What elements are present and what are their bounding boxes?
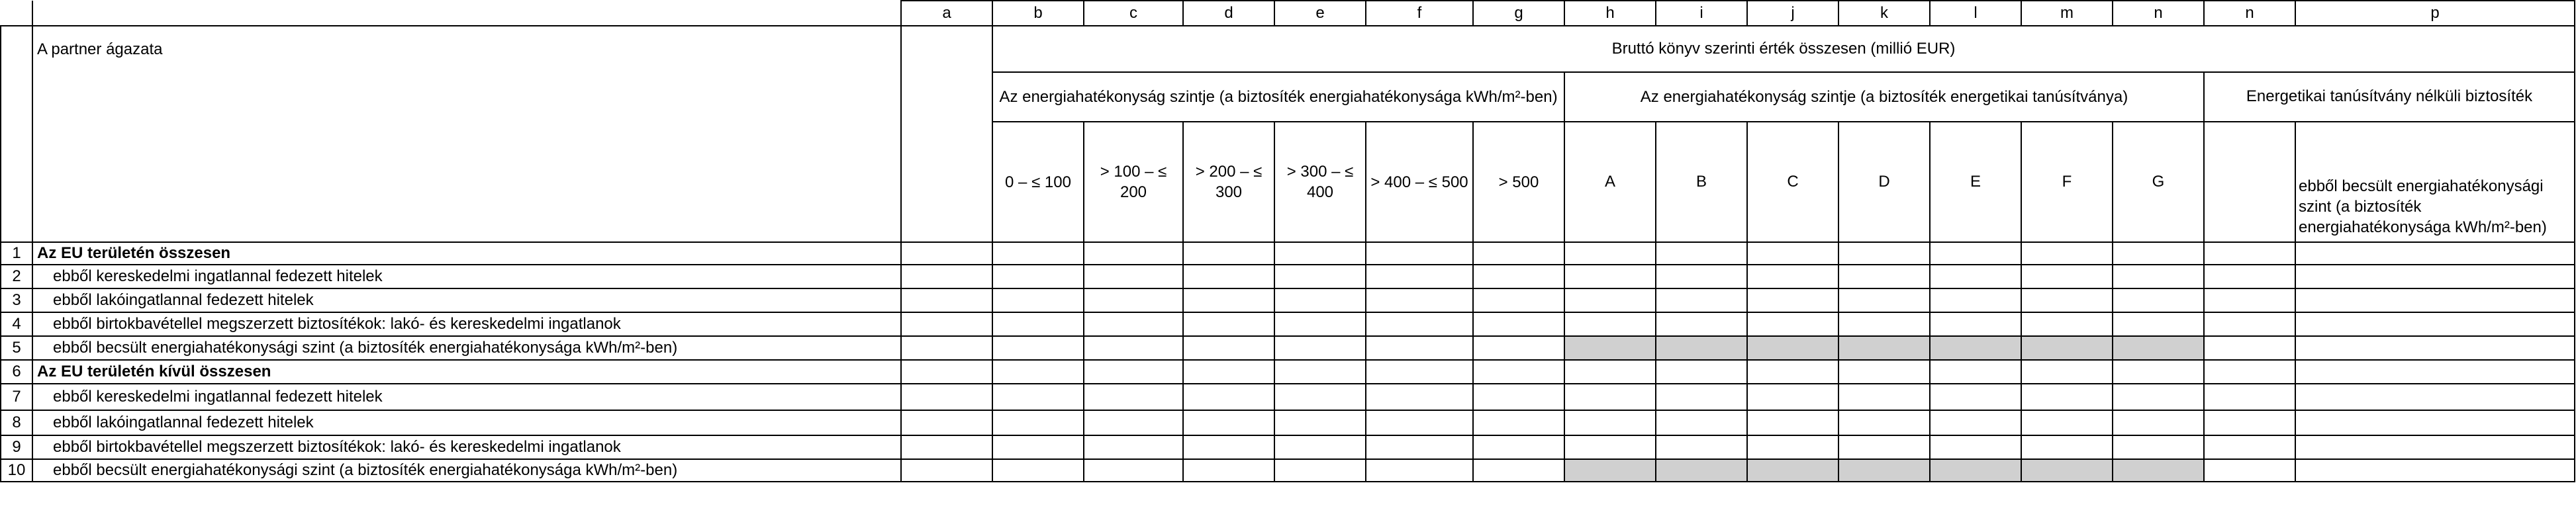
row-label: ebből birtokbavétellel megszerzett biztosítékok: lakó- és kereskedelmi ingatlanok bbox=[32, 312, 901, 336]
value-cell[interactable] bbox=[1183, 360, 1274, 384]
value-cell[interactable] bbox=[2021, 410, 2113, 435]
value-cell[interactable] bbox=[2021, 242, 2113, 265]
value-cell[interactable] bbox=[901, 336, 992, 360]
value-cell[interactable] bbox=[2021, 384, 2113, 410]
value-cell[interactable] bbox=[1366, 288, 1473, 312]
value-cell[interactable] bbox=[901, 265, 992, 288]
value-cell[interactable] bbox=[1473, 360, 1564, 384]
value-cell[interactable] bbox=[2295, 384, 2575, 410]
value-cell[interactable] bbox=[1564, 410, 1656, 435]
epc-label-header: E bbox=[1930, 122, 2021, 242]
value-cell[interactable] bbox=[1366, 384, 1473, 410]
value-cell[interactable] bbox=[1930, 410, 2021, 435]
no-epc-group-label: Energetikai tanúsítvány nélküli biztosíték bbox=[2246, 87, 2533, 105]
value-cell[interactable] bbox=[1084, 288, 1183, 312]
value-cell[interactable] bbox=[1274, 459, 1366, 482]
value-cell[interactable] bbox=[2021, 265, 2113, 288]
epc-label-header: A bbox=[1564, 122, 1656, 242]
value-cell[interactable] bbox=[1274, 288, 1366, 312]
value-cell[interactable] bbox=[1656, 265, 1747, 288]
value-cell[interactable] bbox=[2021, 360, 2113, 384]
row-label: ebből birtokbavétellel megszerzett biztosítékok: lakó- és kereskedelmi ingatlanok bbox=[32, 435, 901, 459]
col-letter: c bbox=[1084, 1, 1183, 26]
value-cell[interactable] bbox=[1183, 242, 1274, 265]
col-letter: k bbox=[1838, 1, 1930, 26]
value-cell[interactable] bbox=[992, 435, 1084, 459]
value-cell[interactable] bbox=[2204, 242, 2295, 265]
value-cell[interactable] bbox=[1747, 288, 1838, 312]
kwh-band-header: 0 – ≤ 100 bbox=[992, 122, 1084, 242]
value-cell[interactable] bbox=[1084, 459, 1183, 482]
value-cell[interactable] bbox=[1656, 410, 1747, 435]
value-cell[interactable] bbox=[1564, 435, 1656, 459]
value-cell[interactable] bbox=[1366, 242, 1473, 265]
value-cell[interactable] bbox=[1930, 242, 2021, 265]
col-letter: i bbox=[1656, 1, 1747, 26]
value-cell[interactable] bbox=[2204, 312, 2295, 336]
value-cell[interactable] bbox=[2204, 336, 2295, 360]
table-row bbox=[1, 410, 2575, 435]
col-letter: l bbox=[1930, 1, 2021, 26]
row-number: 8 bbox=[1, 410, 32, 435]
row-label: Az EU területén kívül összesen bbox=[32, 360, 901, 384]
value-cell[interactable] bbox=[1747, 384, 1838, 410]
value-cell[interactable] bbox=[1747, 360, 1838, 384]
col-letter: p bbox=[2295, 1, 2575, 26]
header-blank-num bbox=[1, 26, 32, 242]
col-letter: h bbox=[1564, 1, 1656, 26]
value-cell[interactable] bbox=[2113, 360, 2204, 384]
value-cell[interactable] bbox=[1473, 384, 1564, 410]
value-cell[interactable] bbox=[1656, 435, 1747, 459]
value-cell[interactable] bbox=[1084, 336, 1183, 360]
value-cell[interactable] bbox=[1366, 360, 1473, 384]
value-cell[interactable] bbox=[1366, 312, 1473, 336]
value-cell[interactable] bbox=[1473, 242, 1564, 265]
value-cell[interactable] bbox=[1366, 459, 1473, 482]
value-cell[interactable] bbox=[2204, 459, 2295, 482]
value-cell[interactable] bbox=[1274, 312, 1366, 336]
value-cell[interactable] bbox=[1473, 435, 1564, 459]
epc-label-header: D bbox=[1838, 122, 1930, 242]
value-cell[interactable] bbox=[1274, 435, 1366, 459]
value-cell[interactable] bbox=[1656, 312, 1747, 336]
value-cell[interactable] bbox=[1930, 265, 2021, 288]
value-cell[interactable] bbox=[1564, 459, 1656, 482]
epc-group-header: Az energiahatékonyság szintje (a biztosíték energetikai tanúsítványa) bbox=[1564, 72, 2204, 122]
table-row bbox=[1, 242, 2575, 265]
value-cell[interactable] bbox=[901, 288, 992, 312]
value-cell[interactable] bbox=[2295, 265, 2575, 288]
value-cell[interactable] bbox=[2204, 265, 2295, 288]
partner-sector-header: A partner ágazata bbox=[32, 26, 901, 242]
value-cell[interactable] bbox=[1838, 265, 1930, 288]
table-row bbox=[1, 312, 2575, 336]
row-number: 3 bbox=[1, 288, 32, 312]
epc-label-header: G bbox=[2113, 122, 2204, 242]
row-label: ebből becsült energiahatékonysági szint (a biztosíték energiahatékonysága kWh/m²-ben) bbox=[32, 459, 901, 482]
epc-label-header: C bbox=[1747, 122, 1838, 242]
row-number: 9 bbox=[1, 435, 32, 459]
row-number: 6 bbox=[1, 360, 32, 384]
value-cell[interactable] bbox=[1366, 410, 1473, 435]
col-letter: b bbox=[992, 1, 1084, 26]
value-cell[interactable] bbox=[1930, 384, 2021, 410]
value-cell[interactable] bbox=[1183, 435, 1274, 459]
value-cell[interactable] bbox=[992, 312, 1084, 336]
value-cell[interactable] bbox=[1747, 459, 1838, 482]
col-letter: e bbox=[1274, 1, 1366, 26]
value-cell[interactable] bbox=[1656, 242, 1747, 265]
value-cell[interactable] bbox=[1838, 459, 1930, 482]
no-epc-estimated-header: ebből becsült energiahatékonysági szint (a biztosíték energiahatékonysága kWh/m²-ben) bbox=[2295, 122, 2575, 242]
kwh-band-header: > 200 – ≤ 300 bbox=[1183, 122, 1274, 242]
value-cell[interactable] bbox=[1564, 242, 1656, 265]
kwh-band-header: > 400 – ≤ 500 bbox=[1366, 122, 1473, 242]
value-cell[interactable] bbox=[2113, 288, 2204, 312]
table-row bbox=[1, 288, 2575, 312]
table-row bbox=[1, 360, 2575, 384]
kwh-band-header: > 300 – ≤ 400 bbox=[1274, 122, 1366, 242]
value-cell[interactable] bbox=[1656, 360, 1747, 384]
value-cell[interactable] bbox=[1838, 384, 1930, 410]
value-cell[interactable] bbox=[2113, 336, 2204, 360]
no-epc-group-header bbox=[2204, 72, 2575, 122]
epc-label-header: F bbox=[2021, 122, 2113, 242]
value-cell[interactable] bbox=[2204, 435, 2295, 459]
row-label: ebből kereskedelmi ingatlannal fedezett hitelek bbox=[32, 384, 901, 410]
value-cell[interactable] bbox=[1747, 312, 1838, 336]
value-cell[interactable] bbox=[1838, 360, 1930, 384]
value-cell[interactable] bbox=[1747, 336, 1838, 360]
value-cell[interactable] bbox=[2295, 288, 2575, 312]
value-cell[interactable] bbox=[1747, 435, 1838, 459]
value-cell[interactable] bbox=[2295, 242, 2575, 265]
header-row-1 bbox=[1, 26, 2575, 72]
value-cell[interactable] bbox=[2295, 336, 2575, 360]
col-letter: n bbox=[2113, 1, 2204, 26]
row-number: 5 bbox=[1, 336, 32, 360]
value-cell[interactable] bbox=[2295, 459, 2575, 482]
value-cell[interactable] bbox=[1930, 435, 2021, 459]
value-cell[interactable] bbox=[1366, 265, 1473, 288]
value-cell[interactable] bbox=[1930, 459, 2021, 482]
value-cell[interactable] bbox=[992, 336, 1084, 360]
value-cell[interactable] bbox=[1274, 410, 1366, 435]
value-cell[interactable] bbox=[1183, 336, 1274, 360]
value-cell[interactable] bbox=[992, 288, 1084, 312]
value-cell[interactable] bbox=[1564, 265, 1656, 288]
value-cell[interactable] bbox=[992, 459, 1084, 482]
value-cell[interactable] bbox=[2113, 384, 2204, 410]
kwh-group-header: Az energiahatékonyság szintje (a biztosíték energiahatékonysága kWh/m²-ben) bbox=[992, 72, 1564, 122]
value-cell[interactable] bbox=[1930, 312, 2021, 336]
row-number: 7 bbox=[1, 384, 32, 410]
value-cell[interactable] bbox=[1564, 384, 1656, 410]
value-cell[interactable] bbox=[2204, 288, 2295, 312]
value-cell[interactable] bbox=[901, 435, 992, 459]
value-cell[interactable] bbox=[901, 384, 992, 410]
value-cell[interactable] bbox=[1183, 384, 1274, 410]
value-cell[interactable] bbox=[2113, 410, 2204, 435]
value-cell[interactable] bbox=[1473, 265, 1564, 288]
value-cell[interactable] bbox=[2295, 410, 2575, 435]
value-cell[interactable] bbox=[1473, 288, 1564, 312]
value-cell[interactable] bbox=[1274, 265, 1366, 288]
table-row bbox=[1, 336, 2575, 360]
table-row bbox=[1, 435, 2575, 459]
value-cell[interactable] bbox=[901, 360, 992, 384]
value-cell[interactable] bbox=[2021, 312, 2113, 336]
value-cell[interactable] bbox=[1084, 410, 1183, 435]
kwh-band-header: > 500 bbox=[1473, 122, 1564, 242]
col-letter: n bbox=[2204, 1, 2295, 26]
value-cell[interactable] bbox=[2021, 288, 2113, 312]
value-cell[interactable] bbox=[2113, 435, 2204, 459]
row-label: Az EU területén összesen bbox=[32, 242, 901, 265]
value-cell[interactable] bbox=[901, 312, 992, 336]
value-cell[interactable] bbox=[1274, 360, 1366, 384]
value-cell[interactable] bbox=[1183, 265, 1274, 288]
value-cell[interactable] bbox=[1084, 360, 1183, 384]
value-cell[interactable] bbox=[1838, 242, 1930, 265]
value-cell[interactable] bbox=[1473, 459, 1564, 482]
value-cell[interactable] bbox=[1930, 336, 2021, 360]
value-cell[interactable] bbox=[1838, 435, 1930, 459]
value-cell[interactable] bbox=[1084, 265, 1183, 288]
row-label: ebből becsült energiahatékonysági szint (a biztosíték energiahatékonysága kWh/m²-ben) bbox=[32, 336, 901, 360]
value-cell[interactable] bbox=[1838, 288, 1930, 312]
value-cell[interactable] bbox=[1084, 242, 1183, 265]
value-cell[interactable] bbox=[901, 410, 992, 435]
value-cell[interactable] bbox=[992, 384, 1084, 410]
value-cell[interactable] bbox=[1564, 360, 1656, 384]
table-row bbox=[1, 265, 2575, 288]
value-cell[interactable] bbox=[1930, 288, 2021, 312]
value-cell[interactable] bbox=[992, 242, 1084, 265]
value-cell[interactable] bbox=[1084, 312, 1183, 336]
table-row bbox=[1, 459, 2575, 482]
col-letter: m bbox=[2021, 1, 2113, 26]
value-cell[interactable] bbox=[1366, 336, 1473, 360]
no-epc-blank-header bbox=[2204, 122, 2295, 242]
row-number: 4 bbox=[1, 312, 32, 336]
corner-cell bbox=[32, 1, 901, 26]
value-cell[interactable] bbox=[1274, 242, 1366, 265]
value-cell[interactable] bbox=[1473, 336, 1564, 360]
value-cell[interactable] bbox=[2021, 336, 2113, 360]
value-cell[interactable] bbox=[1656, 336, 1747, 360]
value-cell[interactable] bbox=[1747, 242, 1838, 265]
row-number: 1 bbox=[1, 242, 32, 265]
col-a-header bbox=[901, 26, 992, 242]
value-cell[interactable] bbox=[1183, 288, 1274, 312]
value-cell[interactable] bbox=[1183, 459, 1274, 482]
value-cell[interactable] bbox=[1564, 312, 1656, 336]
row-label: ebből kereskedelmi ingatlannal fedezett hitelek bbox=[32, 265, 901, 288]
value-cell[interactable] bbox=[992, 265, 1084, 288]
value-cell[interactable] bbox=[1183, 410, 1274, 435]
value-cell[interactable] bbox=[1084, 435, 1183, 459]
value-cell[interactable] bbox=[992, 410, 1084, 435]
value-cell[interactable] bbox=[992, 360, 1084, 384]
row-number: 10 bbox=[1, 459, 32, 482]
value-cell[interactable] bbox=[1930, 360, 2021, 384]
value-cell[interactable] bbox=[2021, 435, 2113, 459]
value-cell[interactable] bbox=[1183, 312, 1274, 336]
col-letter: d bbox=[1183, 1, 1274, 26]
value-cell[interactable] bbox=[1274, 384, 1366, 410]
value-cell[interactable] bbox=[901, 459, 992, 482]
value-cell[interactable] bbox=[1274, 336, 1366, 360]
value-cell[interactable] bbox=[2295, 360, 2575, 384]
corner-cell bbox=[1, 1, 32, 26]
value-cell[interactable] bbox=[1838, 312, 1930, 336]
col-letter: f bbox=[1366, 1, 1473, 26]
value-cell[interactable] bbox=[1473, 410, 1564, 435]
value-cell[interactable] bbox=[901, 242, 992, 265]
value-cell[interactable] bbox=[2021, 459, 2113, 482]
col-letter: a bbox=[901, 1, 992, 26]
value-cell[interactable] bbox=[2295, 435, 2575, 459]
value-cell[interactable] bbox=[2113, 459, 2204, 482]
column-letter-row bbox=[1, 1, 2575, 26]
value-cell[interactable] bbox=[1838, 336, 1930, 360]
value-cell[interactable] bbox=[1564, 288, 1656, 312]
value-cell[interactable] bbox=[2204, 384, 2295, 410]
value-cell[interactable] bbox=[2204, 360, 2295, 384]
kwh-band-header: > 100 – ≤ 200 bbox=[1084, 122, 1183, 242]
value-cell[interactable] bbox=[2204, 410, 2295, 435]
gross-total-header: Bruttó könyv szerinti érték összesen (millió EUR) bbox=[992, 26, 2575, 72]
epc-label-header: B bbox=[1656, 122, 1747, 242]
value-cell[interactable] bbox=[1838, 410, 1930, 435]
value-cell[interactable] bbox=[2113, 312, 2204, 336]
row-label: ebből lakóingatlannal fedezett hitelek bbox=[32, 288, 901, 312]
value-cell[interactable] bbox=[2295, 312, 2575, 336]
row-label: ebből lakóingatlannal fedezett hitelek bbox=[32, 410, 901, 435]
value-cell[interactable] bbox=[1656, 384, 1747, 410]
value-cell[interactable] bbox=[2113, 242, 2204, 265]
table-row bbox=[1, 384, 2575, 410]
value-cell[interactable] bbox=[1656, 288, 1747, 312]
col-letter: g bbox=[1473, 1, 1564, 26]
value-cell[interactable] bbox=[1747, 410, 1838, 435]
value-cell[interactable] bbox=[1564, 336, 1656, 360]
value-cell[interactable] bbox=[1747, 265, 1838, 288]
value-cell[interactable] bbox=[1473, 312, 1564, 336]
value-cell[interactable] bbox=[2113, 265, 2204, 288]
row-number: 2 bbox=[1, 265, 32, 288]
value-cell[interactable] bbox=[1366, 435, 1473, 459]
col-letter: j bbox=[1747, 1, 1838, 26]
value-cell[interactable] bbox=[1656, 459, 1747, 482]
value-cell[interactable] bbox=[1084, 384, 1183, 410]
